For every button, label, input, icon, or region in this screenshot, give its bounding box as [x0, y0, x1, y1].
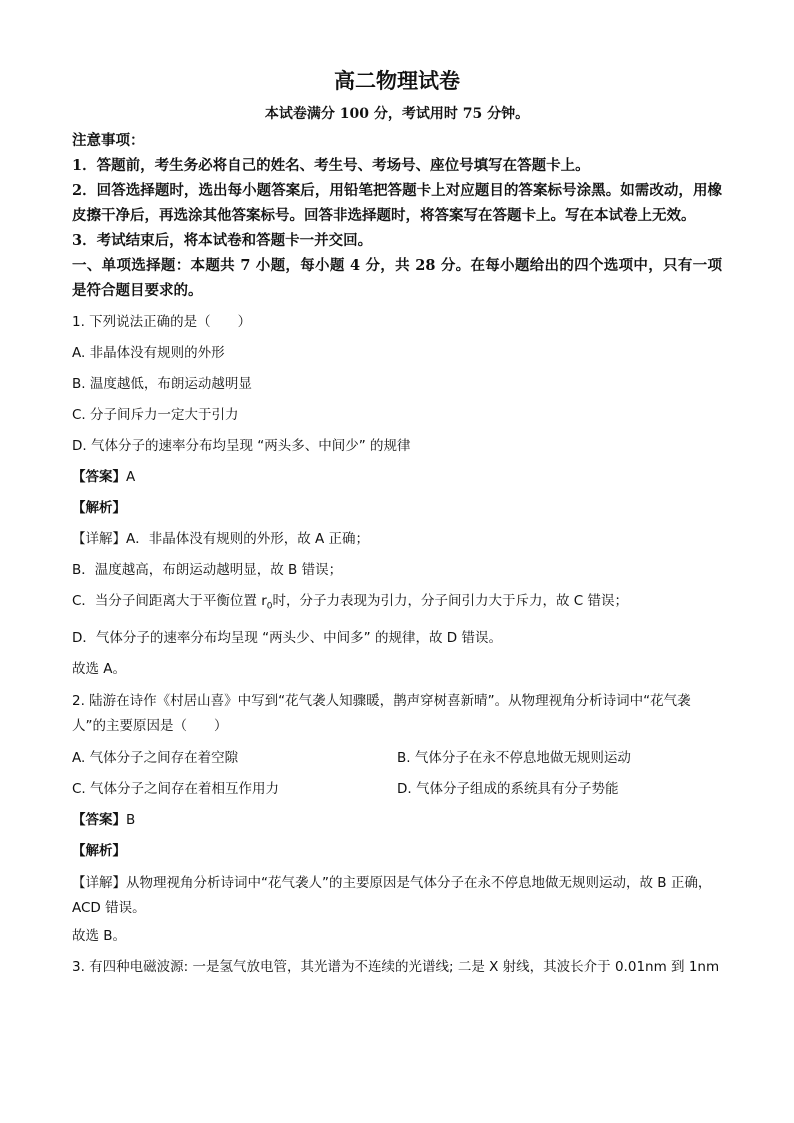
question-option: B. 气体分子在永不停息地做无规则运动 — [397, 749, 631, 766]
conclusion: 故选 A。 — [72, 660, 127, 677]
question-stem: 2. 陆游在诗作《村居山喜》中写到“花气袭人知骤暖，鹊声穿树喜新晴”。从物理视角分析诗词中“花气袭人”的主要原因是（ ） — [72, 692, 691, 734]
answer-line — [72, 805, 722, 836]
exam-page — [72, 66, 722, 983]
question-option: A. 非晶体没有规则的外形 — [72, 345, 225, 361]
question-option: C. 分子间斥力一定大于引力 — [72, 407, 239, 423]
note-item: 2．回答选择题时，选出每小题答案后，用铅笔把答题卡上对应题目的答案标号涂黑。如需改动，用橡皮擦干净后，再选涂其他答案标号。回答非选择题时，将答案写在答题卡上。写在本试卷上无效。 — [72, 182, 722, 224]
question-option: D. 气体分子组成的系统具有分子势能 — [397, 780, 619, 797]
question-option: D. 气体分子的速率分布均呈现 “两头多、中间少” 的规律 — [72, 438, 411, 454]
question-option: B. 温度越低，布朗运动越明显 — [72, 376, 252, 392]
question-option: A. 气体分子之间存在着空隙 — [72, 749, 239, 766]
note-item: 3．考试结束后，将本试卷和答题卡一并交回。 — [72, 232, 373, 249]
detail-line: 【详解】A．非晶体没有规则的外形，故 A 正确； — [72, 531, 370, 547]
page-title: 高二物理试卷 — [334, 68, 460, 93]
detail-text: 时，分子力表现为引力，分子间引力大于斥力，故 C 错误； — [272, 593, 629, 609]
answer-value: B — [126, 811, 136, 828]
section-heading: 一、单项选择题：本题共 7 小题，每小题 4 分，共 28 分。在每小题给出的四个选项中，只有一项是符合题目要求的。 — [72, 257, 722, 299]
subscript-zero: 0 — [266, 601, 273, 612]
answer-value: A — [126, 469, 136, 485]
question-option: C. 气体分子之间存在着相互作用力 — [72, 780, 280, 797]
note-item: 1．答题前，考生务必将自己的姓名、考生号、考场号、座位号填写在答题卡上。 — [72, 157, 590, 174]
detail-line — [72, 586, 722, 623]
question-stem: 3. 有四种电磁波源: 一是氢气放电管，其光谱为不连续的光谱线; 二是 X 射线，其波长介于 0.01nm 到 1nm — [72, 958, 720, 975]
options-row — [72, 774, 722, 805]
detail-text: C．当分子间距离大于平衡位置 r — [72, 593, 267, 609]
detail-line: D．气体分子的速率分布均呈现 “两头少、中间多” 的规律，故 D 错误。 — [72, 629, 502, 646]
question-stem: 1. 下列说法正确的是（ ） — [72, 314, 252, 330]
analysis-label: 【解析】 — [72, 842, 126, 859]
answer-label: 【答案】 — [72, 469, 126, 485]
analysis-label: 【解析】 — [72, 500, 126, 516]
exam-info: 本试卷满分 100 分，考试用时 75 分钟。 — [264, 106, 530, 122]
answer-label: 【答案】 — [72, 811, 126, 828]
options-row — [72, 743, 722, 774]
notes-heading: 注意事项： — [72, 132, 145, 149]
conclusion: 故选 B。 — [72, 927, 127, 944]
detail-line: 【详解】从物理视角分析诗词中“花气袭人”的主要原因是气体分子在永不停息地做无规则运动，故 B 正确，ACD 错误。 — [72, 874, 712, 916]
answer-line — [72, 462, 722, 493]
detail-line: B．温度越高，布朗运动越明显，故 B 错误； — [72, 562, 343, 578]
